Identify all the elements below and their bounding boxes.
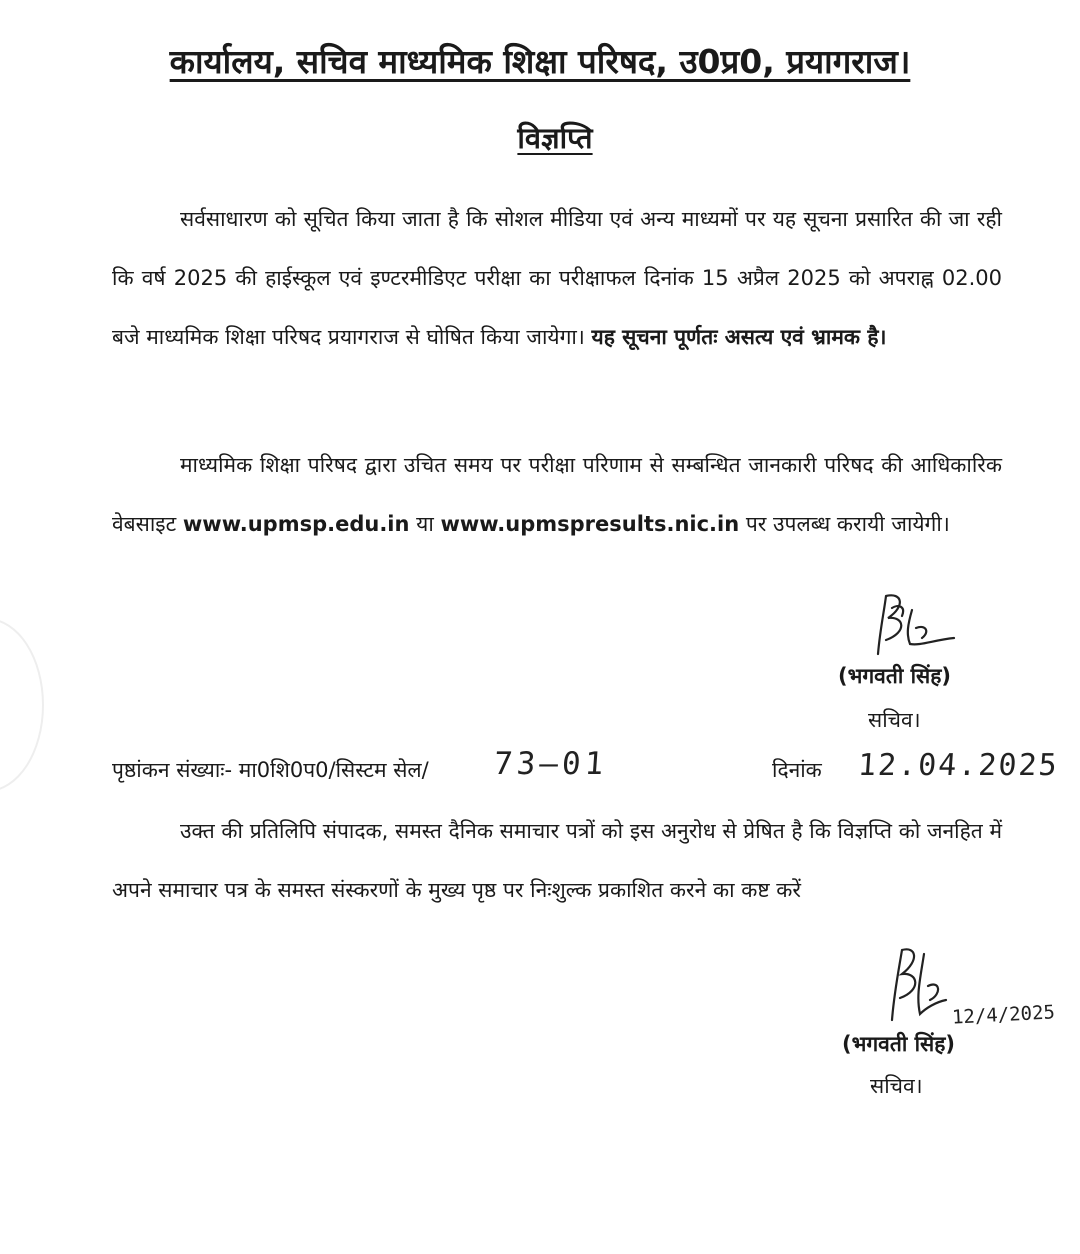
date-label: दिनांक bbox=[772, 758, 822, 782]
office-heading bbox=[0, 38, 1080, 83]
edge-artifact bbox=[0, 618, 44, 792]
website-link-upmsp[interactable]: www.upmsp.edu.in bbox=[182, 512, 410, 536]
signatory-name-1: (भगवती सिंह) bbox=[838, 664, 951, 688]
signatory-designation-2: सचिव। bbox=[870, 1074, 923, 1098]
announcement-text: सर्वसाधारण को सूचित किया जाता है कि सोशल मीडिया एवं अन्य माध्यमों पर यह सूचना प्रसारित की जा रही कि वर्ष 2025 की हाईस्कूल एवं इण्टरमीडिएट परीक्षा का परीक्षाफल दिनांक 15 अप्रैल 2025 को अपराह्न 02.00 बजे माध्यमिक शिक्षा परिषद प्रयागराज से घोषित किया जायेगा। bbox=[112, 207, 1002, 349]
website-link-upmspresults[interactable]: www.upmspresults.nic.in bbox=[440, 512, 740, 536]
notice-title-text: विज्ञप्ति bbox=[517, 121, 593, 155]
false-news-statement: यह सूचना पूर्णतः असत्य एवं भ्रामक है। bbox=[591, 325, 887, 349]
signatory-designation-1: सचिव। bbox=[868, 708, 921, 732]
office-heading-text: कार्यालय, सचिव माध्यमिक शिक्षा परिषद, उ0प्र0, प्रयागराज। bbox=[169, 42, 911, 81]
copy-forward-text: उक्त की प्रतिलिपि संपादक, समस्त दैनिक समाचार पत्रों को इस अनुरोध से प्रेषित है कि विज्ञप्ति को जनहित में अपने समाचार पत्र के समस्त संस्करणों के मुख्य पृष्ठ पर निःशुल्क प्रकाशित करने का कष्ट करें bbox=[112, 819, 1002, 902]
signature-scribble-1 bbox=[856, 588, 966, 664]
copy-forward-paragraph bbox=[112, 802, 1002, 920]
signatory-name-2: (भगवती सिंह) bbox=[842, 1032, 955, 1056]
announcement-paragraph bbox=[112, 190, 1002, 367]
handwritten-signature-date: 12/4/2025 bbox=[951, 1001, 1056, 1029]
website-outro-text: पर उपलब्ध करायी जायेगी। bbox=[745, 512, 950, 536]
website-paragraph bbox=[112, 436, 1002, 554]
handwritten-date: 12.04.2025 bbox=[856, 748, 1060, 783]
reference-label: पृष्ठांकन संख्याः- मा0शि0प0/सिस्टम सेल/ bbox=[112, 758, 429, 782]
website-intro-text: माध्यमिक शिक्षा परिषद द्वारा उचित समय पर परीक्षा परिणाम से सम्बन्धित जानकारी परिषद की आधिकारिक वेबसाइट bbox=[112, 453, 1002, 536]
website-connector: या bbox=[416, 512, 434, 536]
reference-number: 73—01 bbox=[492, 746, 609, 782]
notice-title bbox=[0, 118, 1080, 157]
